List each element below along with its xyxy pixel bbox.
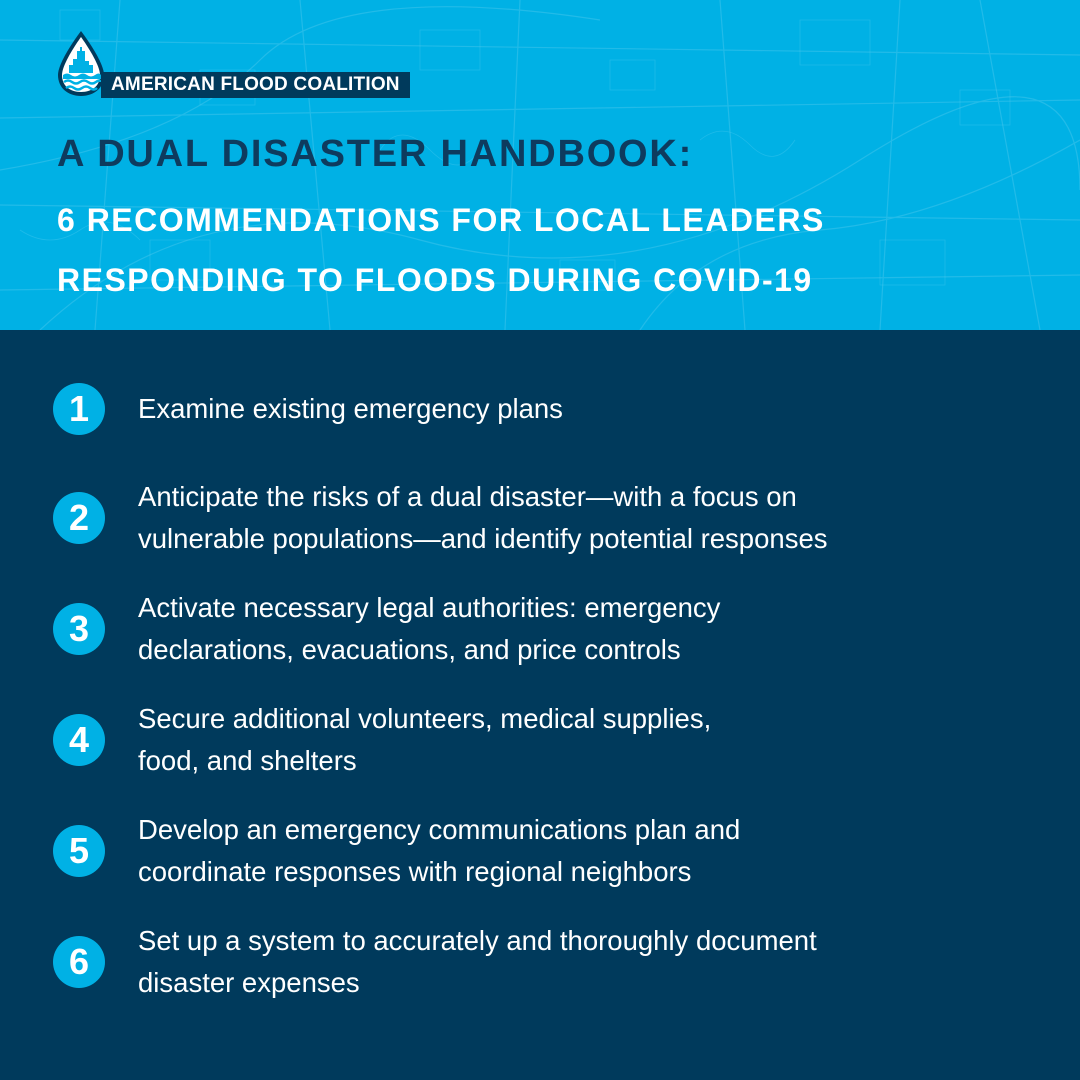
recommendation-text <box>138 388 1058 430</box>
recommendation-line: Examine existing emergency plans <box>138 393 563 424</box>
recommendation-text <box>138 476 1058 560</box>
number-badge: 5 <box>53 825 105 877</box>
page-title: A DUAL DISASTER HANDBOOK: <box>57 133 694 175</box>
recommendation-line: vulnerable populations—and identify potential responses <box>138 523 828 554</box>
recommendation-line: Secure additional volunteers, medical supplies, <box>138 703 712 734</box>
recommendation-line: Activate necessary legal authorities: emergency <box>138 592 721 623</box>
number-badge: 2 <box>53 492 105 544</box>
page-subtitle <box>57 190 825 310</box>
number-badge: 1 <box>53 383 105 435</box>
recommendation-text <box>138 587 1058 671</box>
recommendation-line: disaster expenses <box>138 967 360 998</box>
recommendation-text <box>138 920 1058 1004</box>
recommendation-line: coordinate responses with regional neighbors <box>138 856 692 887</box>
recommendation-list <box>0 330 1080 1080</box>
number-badge: 6 <box>53 936 105 988</box>
flood-drop-logo-icon <box>55 29 107 99</box>
coalition-logo <box>55 29 400 99</box>
recommendation-line: Anticipate the risks of a dual disaster—with a focus on <box>138 481 797 512</box>
recommendation-text <box>138 809 1058 893</box>
number-badge: 4 <box>53 714 105 766</box>
header-band <box>0 0 1080 330</box>
recommendation-line: Develop an emergency communications plan and <box>138 814 741 845</box>
recommendation-line: food, and shelters <box>138 745 357 776</box>
subtitle-line: 6 RECOMMENDATIONS FOR LOCAL LEADERS <box>57 202 825 238</box>
number-badge: 3 <box>53 603 105 655</box>
recommendation-line: Set up a system to accurately and thoroughly document <box>138 925 817 956</box>
recommendation-text <box>138 698 1058 782</box>
coalition-wordmark: AMERICAN FLOOD COALITION <box>101 72 410 98</box>
recommendation-line: declarations, evacuations, and price controls <box>138 634 681 665</box>
subtitle-line: RESPONDING TO FLOODS DURING COVID-19 <box>57 262 813 298</box>
